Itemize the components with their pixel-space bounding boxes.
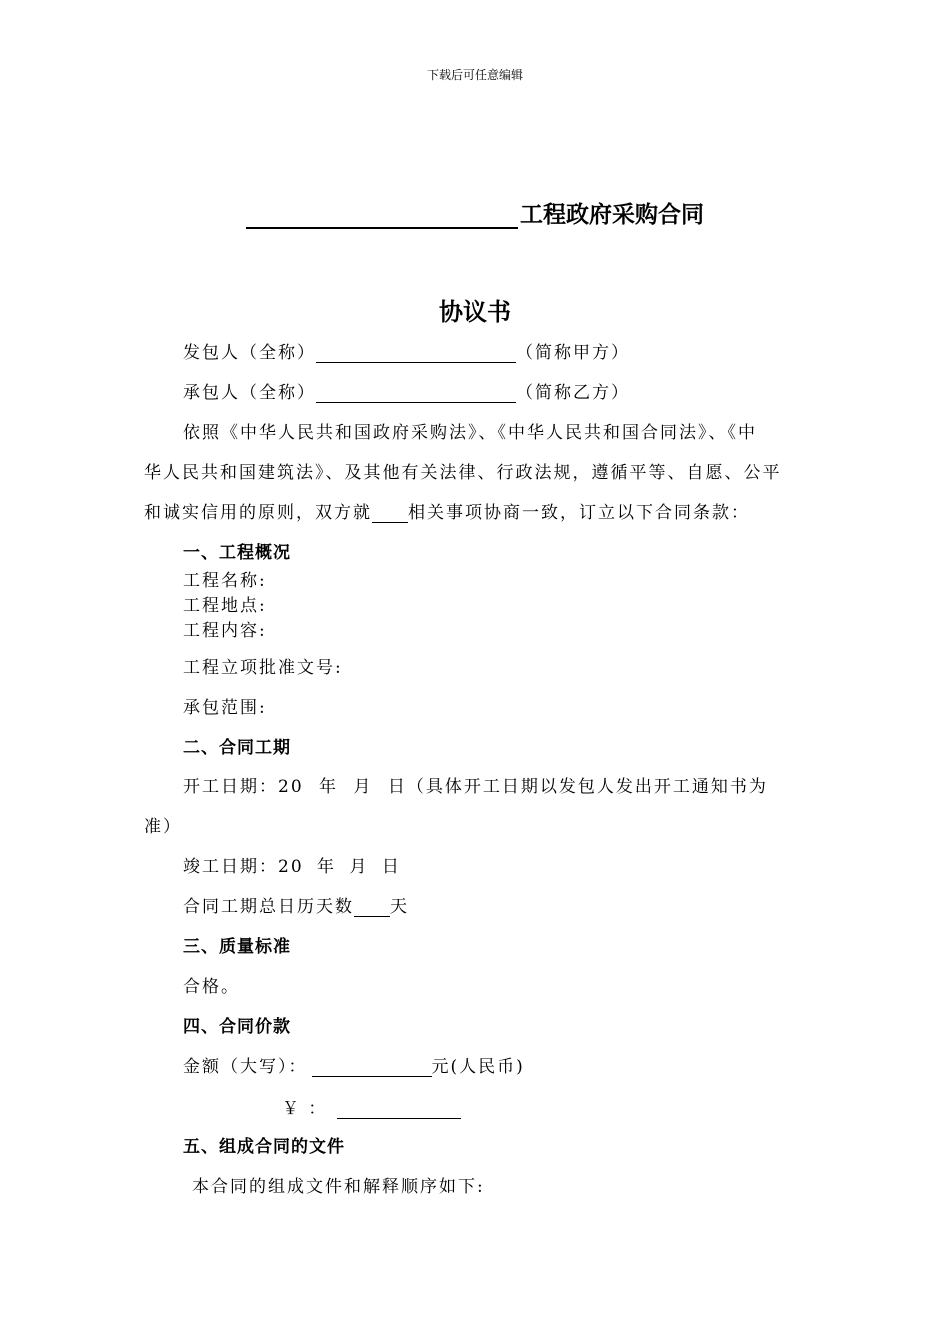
- amount-label: 金额（大写）：: [183, 1057, 308, 1077]
- section-3-heading: 三、质量标准: [183, 937, 291, 957]
- party-b-label: 承包人（全称）: [183, 383, 316, 403]
- intro-line-3-pre: 和诚实信用的原则，双方就: [144, 503, 372, 523]
- project-content-field: 工程内容:: [183, 621, 267, 641]
- intro-line-1: 依照《中华人民共和国政府采购法》、《中华人民共和国合同法》、《中: [183, 423, 757, 443]
- contract-documents-text: 本合同的组成文件和解释顺序如下:: [192, 1177, 485, 1197]
- section-4-heading: 四、合同价款: [183, 1017, 291, 1037]
- contract-scope-field: 承包范围:: [183, 698, 267, 718]
- total-days-line: [183, 892, 409, 917]
- approval-number-field: 工程立项批准文号:: [183, 658, 343, 678]
- yen-label: ￥ ：: [282, 1099, 328, 1119]
- party-b-suffix: （简称乙方）: [516, 383, 630, 403]
- amount-line: [183, 1052, 525, 1077]
- contract-title-text: 工程政府采购合同: [520, 202, 704, 228]
- yen-line: [282, 1094, 461, 1119]
- start-date-line-1: 开工日期：20 年 月 日（具体开工日期以发包人发出开工通知书为: [183, 777, 768, 797]
- contract-title: [0, 196, 950, 229]
- intro-line-2: 华人民共和国建筑法》、及其他有关法律、行政法规，遵循平等、自愿、公平: [144, 463, 782, 483]
- amount-blank: [312, 1058, 432, 1077]
- party-a-line: [183, 338, 630, 363]
- header-note: 下载后可任意编辑: [426, 68, 523, 82]
- quality-standard-text: 合格。: [183, 977, 240, 997]
- amount-unit: 元(人民币): [431, 1057, 525, 1077]
- start-date-line-2: 准）: [144, 817, 182, 837]
- party-a-label: 发包人（全称）: [183, 343, 316, 363]
- project-name-blank: [246, 205, 518, 229]
- section-2-heading: 二、合同工期: [183, 738, 291, 758]
- total-days-unit: 天: [390, 897, 409, 917]
- intro-line-3-post: 相关事项协商一致，订立以下合同条款：: [408, 503, 750, 523]
- intro-line-3: [144, 498, 750, 523]
- total-days-label: 合同工期总日历天数: [183, 897, 354, 917]
- yen-blank: [337, 1100, 461, 1119]
- party-b-blank: [316, 384, 516, 403]
- section-1-heading: 一、工程概况: [183, 543, 291, 563]
- party-a-blank: [316, 344, 516, 363]
- agreement-subtitle: 协议书: [439, 298, 511, 326]
- total-days-blank: [354, 898, 390, 917]
- project-location-field: 工程地点:: [183, 596, 267, 616]
- matter-blank: [372, 504, 408, 523]
- party-a-suffix: （简称甲方）: [516, 343, 630, 363]
- completion-date-line: 竣工日期：20 年 月 日: [183, 857, 401, 877]
- section-5-heading: 五、组成合同的文件: [183, 1137, 345, 1157]
- project-name-field: 工程名称:: [183, 571, 267, 591]
- party-b-line: [183, 378, 630, 403]
